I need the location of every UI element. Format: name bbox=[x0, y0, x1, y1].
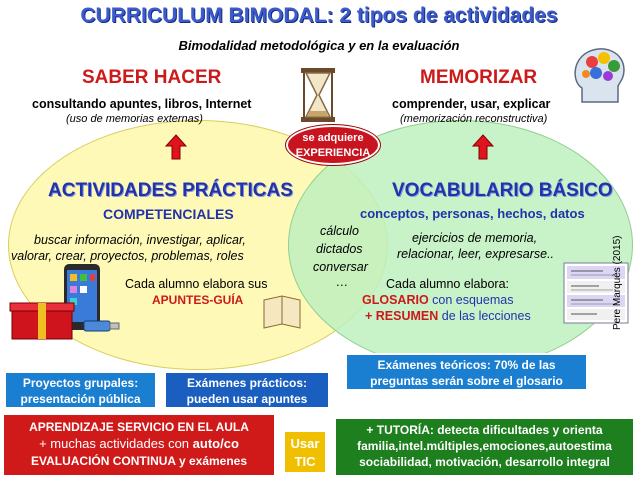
glosario-note-line1: Cada alumno elabora: bbox=[386, 277, 509, 291]
teoricos-line1: Exámenes teóricos: 70% de las bbox=[377, 358, 556, 372]
usar-tic-line2: TIC bbox=[294, 453, 316, 469]
tutoria-line3: sociabilidad, motivación, desarrollo integral bbox=[359, 455, 610, 470]
experience-badge bbox=[286, 125, 380, 165]
up-arrow-left-icon bbox=[165, 134, 187, 160]
teoricos-box bbox=[345, 353, 588, 391]
resumen-note-line bbox=[365, 309, 531, 323]
proyectos-box bbox=[4, 371, 157, 409]
experience-badge-line2: EXPERIENCIA bbox=[295, 147, 371, 159]
aprendizaje-line3b: y exámenes bbox=[178, 453, 248, 468]
center-word-conversar: conversar bbox=[313, 260, 368, 274]
book-icon bbox=[262, 294, 302, 330]
practicos-line2: pueden usar apuntes bbox=[186, 392, 308, 407]
glosario-suffix: con esquemas bbox=[428, 293, 514, 307]
usb-drive-icon bbox=[82, 316, 122, 336]
center-word-calculo: cálculo bbox=[320, 224, 359, 238]
aprendizaje-line3 bbox=[4, 453, 274, 469]
center-word-dictados: dictados bbox=[316, 242, 363, 256]
tutoria-line1: + TUTORÍA: detecta dificultades y orienta bbox=[366, 423, 603, 437]
page-title: CURRICULUM BIMODAL: 2 tipos de actividades bbox=[80, 4, 558, 27]
memorizar-line1: comprender, usar, explicar bbox=[392, 97, 551, 111]
author-credit: Pere Marquès (2015) bbox=[612, 235, 623, 330]
aprendizaje-line2b: auto/co bbox=[192, 436, 239, 452]
resumen-suffix: de las lecciones bbox=[438, 309, 531, 323]
vocabulary-title: VOCABULARIO BÁSICO bbox=[392, 180, 613, 201]
gift-box-icon bbox=[8, 295, 78, 343]
practical-activities-title: ACTIVIDADES PRÁCTICAS bbox=[48, 180, 293, 201]
center-word-ellipsis: … bbox=[336, 275, 349, 289]
vocabulary-desc-line2: relacionar, leer, expresarse.. bbox=[397, 247, 555, 261]
glosario-note-line2 bbox=[362, 293, 513, 307]
proyectos-line1: Proyectos grupales: bbox=[22, 376, 139, 390]
memorizar-heading: MEMORIZAR bbox=[420, 67, 538, 88]
brain-head-icon bbox=[566, 42, 632, 108]
vocabulary-subtitle: conceptos, personas, hechos, datos bbox=[360, 206, 585, 221]
proyectos-line2: presentación pública bbox=[20, 392, 141, 407]
aprendizaje-line2a: + muchas actividades con bbox=[39, 436, 193, 452]
glosario-label: GLOSARIO bbox=[362, 293, 429, 307]
aprendizaje-line3a: EVALUACIÓN CONTINUA bbox=[30, 453, 179, 468]
vocabulary-desc-line1: ejercicios de memoria, bbox=[412, 231, 538, 245]
up-arrow-right-icon bbox=[472, 134, 494, 160]
practical-desc-line1: buscar información, investigar, aplicar, bbox=[34, 233, 246, 247]
resumen-label: + RESUMEN bbox=[365, 309, 439, 323]
page-subtitle: Bimodalidad metodológica y en la evaluación bbox=[178, 38, 460, 53]
aprendizaje-box bbox=[2, 413, 276, 477]
tutoria-line2: familia,intel.múltiples,emociones,autoestima bbox=[357, 439, 612, 454]
saber-hacer-heading: SABER HACER bbox=[82, 67, 222, 88]
usar-tic-line1: Usar bbox=[290, 436, 320, 451]
teoricos-line2: preguntas serán sobre el glosario bbox=[370, 374, 563, 389]
aprendizaje-line1: APRENDIZAJE SERVICIO EN EL AULA bbox=[29, 420, 249, 434]
saber-hacer-line1: consultando apuntes, libros, Internet bbox=[32, 97, 252, 111]
experience-badge-line1: se adquiere bbox=[302, 132, 364, 144]
apuntes-note-line2: APUNTES-GUÍA bbox=[152, 293, 244, 307]
practical-desc-line2: valorar, crear, proyectos, problemas, roles bbox=[11, 249, 244, 263]
memorizar-line2: (memorización reconstructiva) bbox=[400, 113, 548, 125]
aprendizaje-line2 bbox=[4, 435, 274, 453]
tutoria-box bbox=[334, 417, 635, 477]
usar-tic-box bbox=[283, 430, 327, 474]
saber-hacer-line2: (uso de memorias externas) bbox=[66, 113, 203, 125]
hourglass-icon bbox=[297, 66, 339, 124]
practicos-box bbox=[164, 371, 330, 409]
apuntes-note-line1: Cada alumno elabora sus bbox=[125, 277, 268, 291]
practicos-line1: Exámenes prácticos: bbox=[186, 376, 308, 390]
practical-activities-subtitle: COMPETENCIALES bbox=[103, 206, 234, 222]
